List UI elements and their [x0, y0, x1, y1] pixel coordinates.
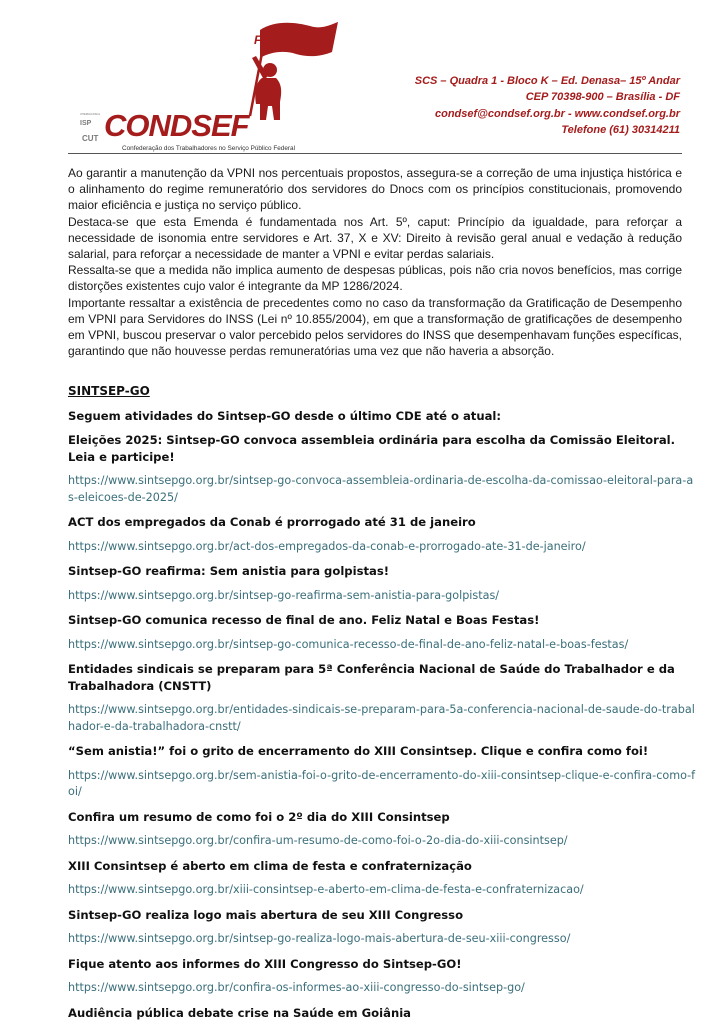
- activity-title: “Sem anistia!” foi o grito de encerramento do XIII Consintsep. Clique e confira como foi!: [68, 744, 649, 758]
- activity-link[interactable]: https://www.sintsepgo.org.br/entidades-sindicais-se-preparam-para-5a-conferencia-nacional-de-saude-do-trabalhador-e-da-trabalhadora-cnstt/: [68, 703, 695, 733]
- activity-list: [68, 432, 698, 1021]
- activity-link[interactable]: https://www.sintsepgo.org.br/confira-um-resumo-de-como-foi-o-2o-dia-do-xiii-consintsep/: [68, 834, 568, 847]
- activity-link[interactable]: https://www.sintsepgo.org.br/sem-anistia-foi-o-grito-de-encerramento-do-xiii-consintsep-clique-e-confira-como-foi/: [68, 768, 696, 798]
- intro-paragraph: Ressalta-se que a medida não implica aumento de despesas públicas, pois não cria novos benefícios, mas corrige distorções existentes cujo valor é integrante da MP 1286/2024.: [68, 263, 682, 294]
- section-title: SINTSEP-GO: [68, 384, 150, 398]
- list-item: [68, 858, 698, 899]
- list-item: [68, 1005, 698, 1022]
- activity-title: Sintsep-GO reafirma: Sem anistia para golpistas!: [68, 564, 390, 578]
- header-logo: [70, 12, 340, 152]
- list-item: [68, 563, 698, 604]
- section-lead: Seguem atividades do Sintsep-GO desde o último CDE até o atual:: [68, 409, 502, 423]
- contact-block: [415, 73, 680, 139]
- contact-phone: Telefone (61) 30314211: [561, 124, 680, 137]
- list-item: [68, 956, 698, 997]
- intl-label: INTERNACIONAL: [80, 113, 101, 116]
- list-item: [68, 809, 698, 850]
- condsef-logo-text: CONDSEF: [104, 108, 249, 143]
- activity-link[interactable]: https://www.sintsepgo.org.br/sintsep-go-reafirma-sem-anistia-para-golpistas/: [68, 588, 500, 602]
- list-item: [68, 514, 698, 555]
- activity-title: ACT dos empregados da Conab é prorrogado até 31 de janeiro: [68, 515, 476, 529]
- list-item: [68, 612, 698, 653]
- header-divider: [68, 153, 682, 154]
- activity-title: Sintsep-GO comunica recesso de final de ano. Feliz Natal e Boas Festas!: [68, 613, 540, 627]
- condsef-subtitle: Confederação dos Trabalhadores no Serviço Público Federal: [122, 145, 296, 152]
- contact-address: SCS – Quadra 1 - Bloco K – Ed. Denasa– 15º Andar: [414, 75, 680, 87]
- activity-title: Sintsep-GO realiza logo mais abertura de seu XIII Congresso: [68, 907, 464, 922]
- sintsep-section: [68, 384, 698, 1029]
- list-item: [68, 661, 698, 735]
- activity-link[interactable]: https://www.sintsepgo.org.br/sintsep-go-convoca-assembleia-ordinaria-de-escolha-da-comissao-eleitoral-para-as-eleicoes-de-2025/: [68, 474, 694, 504]
- activity-link[interactable]: https://www.sintsepgo.org.br/sintsep-go-comunica-recesso-de-final-de-ano-feliz-natal-e-boas-festas/: [68, 637, 629, 651]
- contact-cep: CEP 70398-900 – Brasília - DF: [525, 91, 680, 104]
- activity-title: Audiência pública debate crise na Saúde em Goiânia: [68, 1005, 411, 1020]
- contact-email-web: condsef@condsef.org.br - www.condsef.org.br: [434, 107, 680, 120]
- fenadsef-logo-text: Fenadsef: [254, 33, 305, 47]
- cut-label: CUT: [82, 134, 99, 143]
- activity-link[interactable]: https://www.sintsepgo.org.br/act-dos-empregados-da-conab-e-prorrogado-ate-31-de-janeiro/: [68, 539, 586, 553]
- activity-title: Confira um resumo de como foi o 2º dia do XIII Consintsep: [68, 809, 450, 824]
- intro-paragraph: Destaca-se que esta Emenda é fundamentada nos Art. 5º, caput: Princípio da igualdade, para reforçar a necessidade de isonomia entre servidores e Art. 37, X e XV: Direito à revisão geral anual e vedação à redução salarial, para reforçar a necessidade de manter a VPNI e evitar perdas salariais.: [68, 214, 682, 262]
- activity-link[interactable]: https://www.sintsepgo.org.br/xiii-consintsep-e-aberto-em-clima-de-festa-e-confraternizacao/: [68, 883, 584, 896]
- list-item: [68, 907, 698, 948]
- intro-paragraph: Ao garantir a manutenção da VPNI nos percentuais propostos, assegura-se a correção de uma injustiça histórica e o alinhamento do regime remuneratório dos servidores do Dnocs com os princípios constitucionais, promovendo maior eficiência e justiça no serviço público.: [68, 166, 682, 213]
- list-item: [68, 743, 698, 801]
- intro-text: [68, 165, 682, 359]
- list-item: [68, 432, 698, 506]
- activity-link[interactable]: https://www.sintsepgo.org.br/sintsep-go-realiza-logo-mais-abertura-de-seu-xiii-congresso/: [68, 932, 571, 945]
- activity-title: Fique atento aos informes do XIII Congresso do Sintsep-GO!: [68, 956, 462, 971]
- activity-title: Eleições 2025: Sintsep-GO convoca assembleia ordinária para escolha da Comissão Eleitoral. Leia e participe!: [68, 433, 676, 464]
- activity-link[interactable]: https://www.sintsepgo.org.br/confira-os-informes-ao-xiii-congresso-do-sintsep-go/: [68, 981, 525, 994]
- isp-label: ISP: [80, 120, 92, 127]
- activity-title: Entidades sindicais se preparam para 5ª Conferência Nacional de Saúde do Trabalhador e da Trabalhadora (CNSTT): [68, 662, 675, 693]
- activity-title: XIII Consintsep é aberto em clima de festa e confraternização: [68, 858, 472, 873]
- intro-paragraph: Importante ressaltar a existência de precedentes como no caso da transformação da Gratificação de Desempenho em VPNI para Servidores do INSS (Lei nº 10.855/2004), em que a transformação de gratificações de desempenho em VPNI, buscou preservar o valor percebido pelos servidores do INSS que desempenhavam funções específicas, garantindo que não houvesse perdas remuneratórias uma vez que não haveria a absorção.: [68, 295, 682, 359]
